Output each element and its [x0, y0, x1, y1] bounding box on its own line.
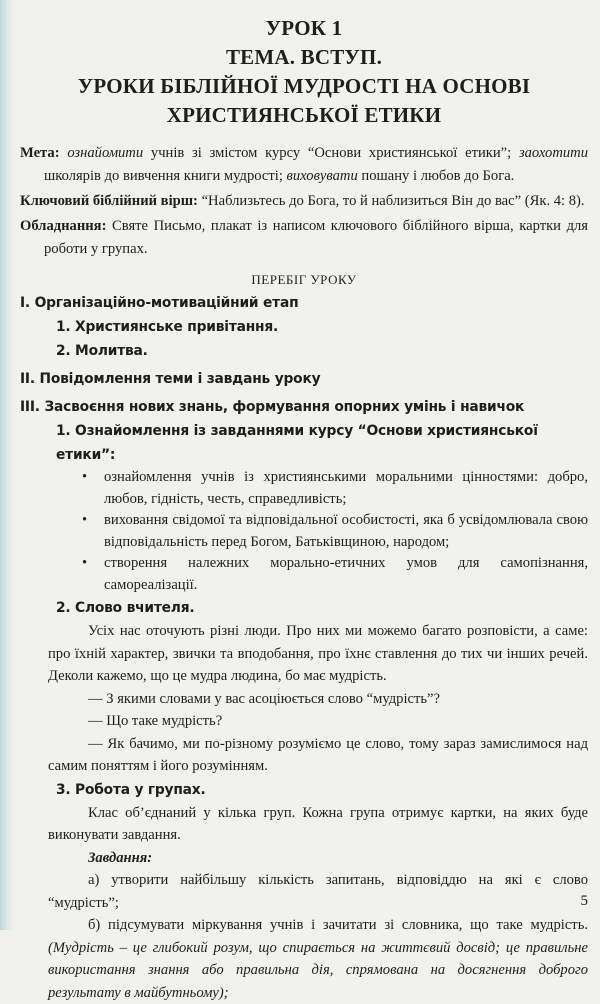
bullet-icon: •	[82, 555, 88, 571]
goal-text: школярів до вивчення книги мудрості;	[44, 168, 287, 184]
equipment	[20, 215, 588, 261]
goal-label: Мета:	[20, 145, 60, 161]
goal-verb: виховувати	[286, 168, 358, 184]
teacher-paragraph: Усіх нас оточують різні люди. Про них ми можемо багато розповісти, а саме: про їхній характер, звички та вподобання, про їхнє ставлення до тих чи інших речей. Деколи кажемо, що це мудра людина, бо має мудрість.	[48, 623, 588, 684]
bullet-text: виховання свідомої та відповідальної особистості, яка б усвідомлювала свою відповідальність перед Богом, Батьківщиною, народом;	[104, 512, 588, 550]
tasks-label-text: Завдання:	[88, 849, 153, 866]
verse-label: Ключовий біблійний вірш:	[20, 193, 198, 209]
dialog-line: — Що таке мудрість?	[88, 713, 223, 729]
group-paragraph: Клас об’єднаний у кілька груп. Кожна група отримує картки, на яких буде виконувати завдання.	[48, 804, 588, 843]
bullet-item	[20, 553, 588, 596]
tasks-label	[20, 847, 588, 870]
key-verse	[20, 190, 588, 213]
course-heading: ПЕРЕБІГ УРОКУ	[251, 272, 357, 287]
bullet-text: ознайомлення учнів із християнськими моральними цінностями: добро, любов, гідність, честь, справедливість;	[104, 469, 588, 507]
dialog-line: — З якими словами у вас асоціюється слово “мудрість”?	[88, 690, 440, 707]
document-page	[20, 14, 588, 1004]
stage-1-item: 2. Молитва.	[56, 343, 148, 359]
stage-1-item: 1. Християнське привітання.	[56, 319, 279, 335]
stage-1-heading: I. Організаційно-мотиваційний етап	[20, 295, 299, 311]
bullet-item	[20, 510, 588, 553]
lesson-goal	[20, 142, 588, 188]
equipment-label: Обладнання:	[20, 218, 107, 234]
goal-text: учнів зі змістом курсу “Основи християнської етики”;	[143, 145, 519, 161]
bullet-icon: •	[82, 469, 88, 485]
task-a: а) утворити найбільшу кількість запитань, відповіддю на які є слово “мудрість”;	[48, 872, 588, 911]
task-b	[20, 914, 588, 1004]
goal-verb: ознайомити	[67, 145, 144, 161]
equipment-text: Святе Письмо, плакат із написом ключового біблійного вірша, картки для роботи у групах.	[44, 218, 588, 257]
verse-text: “Наблизьтесь до Бога, то й наблизиться Він до вас” (Як. 4: 8).	[197, 193, 585, 209]
page-edge-shadow	[0, 0, 14, 930]
dialog-line: — Як бачимо, ми по-різному розуміємо це слово, тому зараз замислимося над самим поняттям і його розумінням.	[48, 735, 588, 774]
lesson-topic: ТЕМА. ВСТУП.	[225, 45, 383, 69]
lesson-number: УРОК 1	[265, 16, 343, 40]
page-number: 5	[580, 893, 588, 909]
bullet-text: створення належних морально-етичних умов для самопізнання, самореалізації.	[104, 555, 588, 593]
stage-3-item-3: 3. Робота у групах.	[56, 781, 206, 798]
stage-3-item-1: 1. Ознайомлення із завданнями курсу “Основи християнської етики”:	[56, 423, 538, 463]
bullet-icon: •	[82, 512, 88, 528]
stage-3-heading: III. Засвоєння нових знань, формування опорних умінь і навичок	[20, 399, 525, 415]
task-b-text: б) підсумувати міркування учнів і зачитати зі словника, що таке мудрість.	[88, 917, 588, 933]
lesson-subtitle-line-1: УРОКИ БІБЛІЙНОЇ МУДРОСТІ НА ОСНОВІ	[77, 74, 531, 98]
bullet-item	[20, 467, 588, 510]
goal-verb: заохотити	[518, 145, 589, 161]
task-b-note: (Мудрість – це глибокий розум, що спирається на життєвий досвід; це правильне використання знання або правильна дія, спрямована на досягнення доброго результату в майбутньому);	[48, 939, 588, 1001]
lesson-subtitle-line-2: ХРИСТИЯНСЬКОЇ ЕТИКИ	[166, 103, 442, 127]
stage-2-heading: II. Повідомлення теми і завдань уроку	[20, 371, 321, 387]
goal-text: пошану і любов до Бога.	[357, 168, 515, 184]
stage-3-item-2: 2. Слово вчителя.	[56, 600, 195, 616]
